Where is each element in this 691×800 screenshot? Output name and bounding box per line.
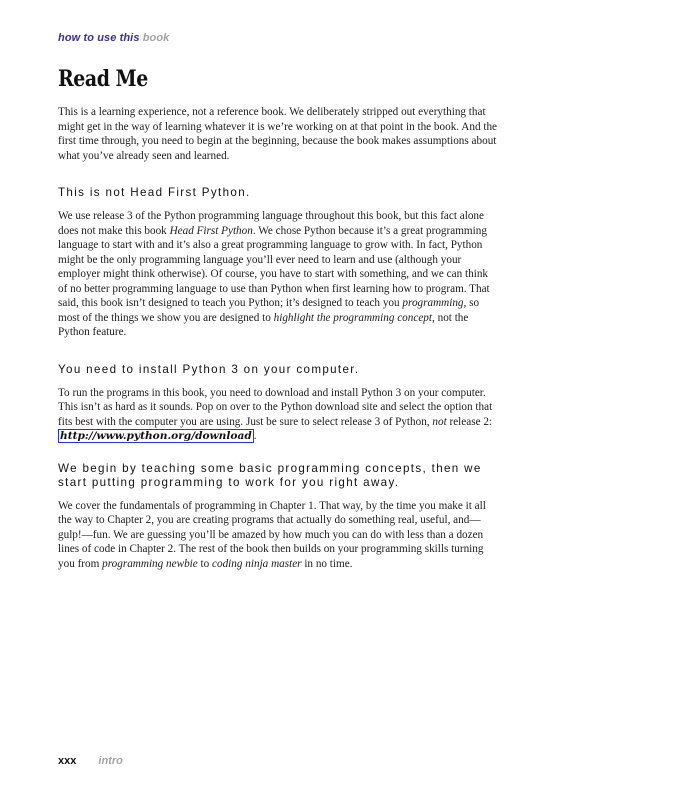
main-content xyxy=(58,105,498,571)
page-footer xyxy=(58,755,123,767)
emphasis: programming newbie xyxy=(102,557,198,570)
section-heading-basic-concepts: We begin by teaching some basic programming concepts, then we start putting programming to work for you right away. xyxy=(58,461,482,489)
section-heading-install-python: You need to install Python 3 on your computer. xyxy=(58,362,360,376)
section-paragraph: We cover the fundamentals of programming in Chapter 1. That way, by the time you make it all the way to Chapter 2, you are creating programs that actually do something real, useful, and—gulp!—fun. We are guessing you’ll be amazed by how much you can do with less than a dozen lines of code in Chapter 2. The rest of the book then builds on your programming skills turning you from programming newbie to coding ninja master in no time. xyxy=(58,499,486,570)
header-label: how to use this xyxy=(58,32,140,44)
emphasis: not xyxy=(432,415,447,428)
emphasis: coding ninja master xyxy=(212,557,302,570)
running-header xyxy=(58,32,169,44)
header-label-book: book xyxy=(142,32,170,44)
emphasis: highlight the programming concept xyxy=(273,311,433,324)
emphasis: Head First Python xyxy=(169,224,253,237)
intro-paragraph: This is a learning experience, not a reference book. We deliberately stripped out everything that might get in the way of learning whatever it is we’re working on at that point in the book. And the first time through, you need to begin at the beginning, because the book makes assumptions about what you’ve already seen and learned. xyxy=(58,106,498,162)
page-number: xxx xyxy=(58,755,77,767)
section-paragraph: We use release 3 of the Python programming language throughout this book, but this fact alone does not make this book Head First Python. We chose Python because it’s a great programming language to start with and it’s also a great programming language to grow with. In fact, Python might be the only programming language you’ll ever need to learn and use (although your employer might think otherwise). Of course, you have to start with something, and we can think of no better programming language to use than Python when first learning how to program. That said, this book isn’t designed to teach you Python; it’s designed to teach you programming, so most of the things we show you are designed to highlight the programming concept, not the Python feature. xyxy=(58,210,490,338)
python-download-link[interactable]: http://www.python.org/download xyxy=(60,430,252,442)
section-paragraph: To run the programs in this book, you need to download and install Python 3 on your computer. This isn’t as hard as it sounds. Pop on over to the Python download site and select the option that fits best with the computer you are using. Just be sure to select release 3 of Python, not release 2: http://www.python.org/download . xyxy=(58,386,493,442)
footer-section-name: intro xyxy=(98,755,123,767)
page-title: Read Me xyxy=(58,66,148,92)
emphasis: programming xyxy=(402,297,464,309)
section-heading-not-head-first-python: This is not Head First Python. xyxy=(58,186,251,199)
